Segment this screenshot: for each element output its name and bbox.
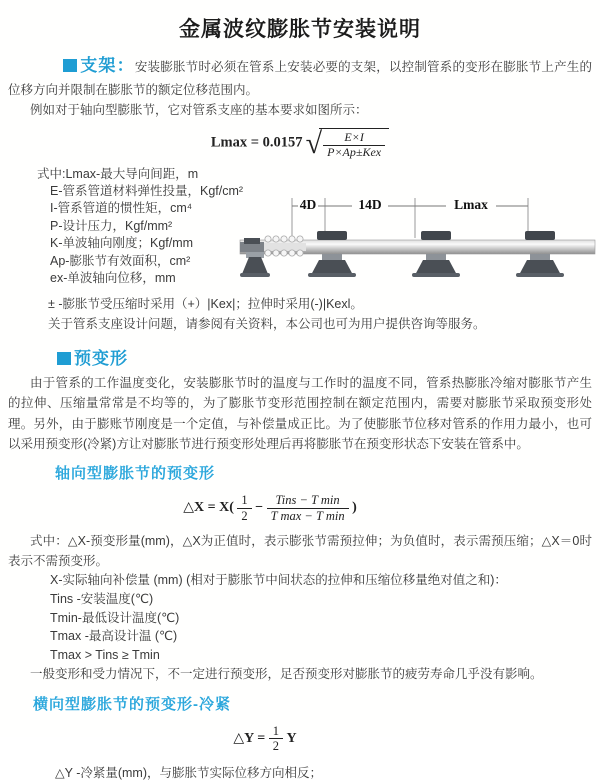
- lateral-predeform-formula: [8, 724, 522, 754]
- variable-line: Tmax -最高设计温 (℃): [50, 629, 178, 644]
- fraction-numerator: E×I: [323, 131, 385, 146]
- bellows-expansion-joint: [262, 236, 306, 256]
- support-section-header: 支架：: [80, 56, 135, 75]
- fraction-numerator: Tins − T min: [267, 493, 349, 508]
- square-root-symbol: √: [305, 126, 323, 160]
- axial-formula-explain: 式中：△X-预变形量(mm)，△X为正值时，表示膨张节需预拉伸；为负值时，表示需预压缩；△X＝0时表示不需预变形。: [8, 533, 592, 569]
- axial-predeform-formula: [8, 493, 532, 523]
- minus-sign: −: [255, 500, 264, 516]
- service-note: 关于管系支座设计问题，请参阅有关资料，本公司也可为用户提供咨询等服务。: [48, 316, 486, 331]
- formula-lhs: Lmax = 0.0157: [210, 134, 303, 151]
- definition-line: ex-单波轴向位移，mm: [50, 271, 176, 286]
- fraction-denominator: P×Ap±Kex: [327, 144, 382, 159]
- fraction-denominator: 2: [272, 738, 279, 753]
- variable-line: Tmax > Tins ≥ Tmin: [50, 647, 160, 662]
- page-title: 金属波纹膨胀节安装说明: [179, 18, 421, 41]
- dimension-label-lmax: Lmax: [454, 196, 488, 212]
- support-intro-paragraph: [8, 52, 592, 100]
- guide-spacing-formula: [8, 128, 592, 160]
- variable-line: Tins -安装温度(℃): [50, 591, 154, 606]
- temperature-fraction: [267, 493, 349, 523]
- definition-line: E-管系管道材料弹性投量，Kgf/cm²: [50, 184, 244, 199]
- definition-line: Ap-膨胀节有效面积，cm²: [50, 253, 191, 268]
- definitions-and-diagram: [8, 166, 592, 294]
- axial-note: 一般变形和受力情况下，不一定进行预变形，足否预变形对膨胀节的疲劳寿命几乎没有影响。: [30, 667, 543, 682]
- dimension-label-4d: 4D: [299, 196, 317, 212]
- formula-rhs: Y: [286, 730, 297, 746]
- variable-line: X-实际轴向补偿量 (mm) (相对于膨胀节中间状态的拉伸和压缩位移量绝对值之和)：: [50, 573, 507, 588]
- support-spacing-diagram: [240, 194, 595, 291]
- formula-lhs: △Y =: [233, 730, 266, 746]
- support-intro-text: 安装膨胀节时必须在管系上安装必要的支架，以控制管系的变形在膨胀节上产生的位移方向并限制在膨胀节的额定位移范围内。: [8, 60, 592, 97]
- definition-line: I-管系管道的惯性矩，cm⁴: [50, 201, 193, 216]
- one-half-fraction: [237, 493, 251, 523]
- definition-line: K-单波轴向刚度；Kgf/mm: [50, 236, 194, 251]
- plus-minus-note: ± -膨胀节受压缩时采用（+）|Kex|；拉伸时采用(-)|Kexl。: [48, 296, 363, 311]
- closing-paren: ): [352, 500, 357, 516]
- one-half-fraction: [269, 724, 283, 754]
- lateral-subheader: 横向型膨胀节的预变形-冷紧: [33, 695, 231, 713]
- fraction-denominator: 2: [241, 508, 248, 523]
- formula-radicand: [319, 128, 389, 160]
- lateral-note: △Y -冷紧量(mm)，与膨胀节实际位移方向相反；: [55, 766, 323, 781]
- fraction-numerator: 1: [237, 493, 251, 508]
- support-example-line: 例如对于轴向型膨胀节，它对管系支座的基本要求如图所示：: [30, 102, 368, 117]
- fraction-denominator: T max − T min: [270, 508, 345, 523]
- predeform-body: 由于管系的工作温度变化，安装膨胀节时的温度与工作时的温度不同，管系热膨胀冷缩对膨胀节产生的拉伸、压缩量常常是不均等的，为了膨胀节变形范围控制在额定范围内，需要对膨胀节采取预变形处理。另外，由于膨账节刚度是一个定值，与补偿量成正比。为了使膨胀节位移对管系的作用力最小，也可以采用预变形(冷紧)方让对膨胀节进行预变形处理后再将膨胀节在预变形状态下安装在管系中。: [8, 376, 592, 451]
- dimension-label-14d: 14D: [358, 196, 382, 212]
- section-marker-square-icon: [57, 352, 71, 365]
- variable-line: Tmin-最低设计温度(℃): [50, 610, 180, 625]
- predeform-section-title: 预变形: [74, 349, 128, 369]
- axial-subheader: 轴向型膨胀节的预变形: [55, 465, 216, 483]
- definition-line: 式中:Lmax-最大导向间距，m: [37, 166, 199, 181]
- section-marker-square-icon: [63, 59, 77, 72]
- definition-line: P-设计压力，Kgf/mm²: [50, 218, 173, 233]
- formula-fraction: [323, 131, 385, 160]
- formula-lhs: △X = X(: [183, 500, 234, 516]
- axial-variable-list: [8, 571, 592, 664]
- fraction-numerator: 1: [269, 724, 283, 739]
- predeform-section-header: [57, 344, 592, 369]
